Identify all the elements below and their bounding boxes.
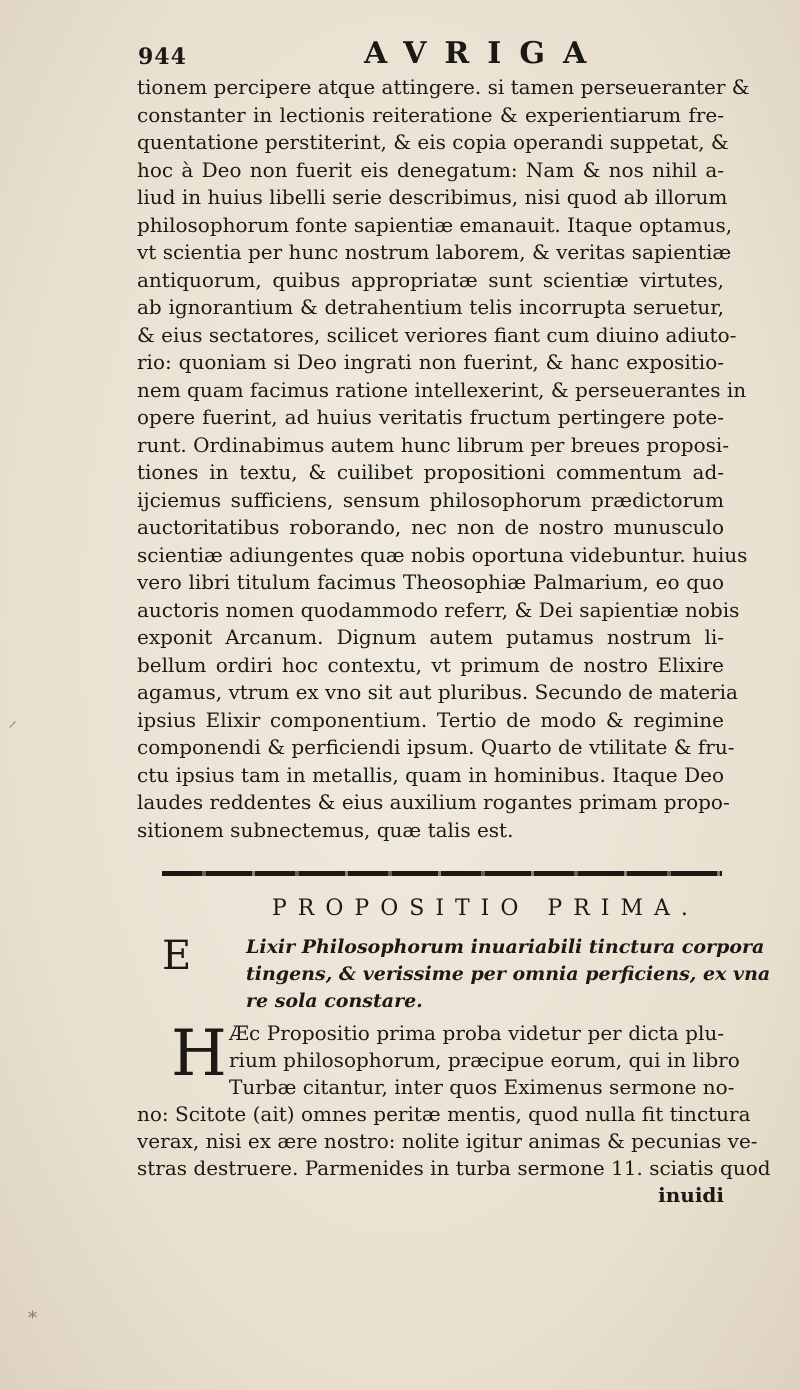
text-line: vero libri titulum facimus Theosophiæ Palmarium, eo quo (137, 570, 724, 594)
text-line: opere fuerint, ad huius veritatis fructum pertingere pote- (137, 405, 724, 429)
margin-mark: ⁎ (28, 1302, 37, 1323)
page-number: 944 (138, 44, 187, 70)
text-line: auctoris nomen quodammodo referr, & Dei sapientiæ nobis (137, 597, 740, 622)
text-line: philosophorum fonte sapientiæ emanauit. Itaque optamus, (137, 212, 733, 237)
margin-mark: ⸍ (8, 718, 17, 739)
text-line: sitionem subnectemus, quæ talis est. (137, 817, 514, 842)
commentary-line: Æc Propositio prima proba videtur per dicta plu- (229, 1021, 724, 1045)
text-line: auctoritatibus roborando, nec non de nostro munusculo (137, 515, 724, 539)
commentary-line: rium philosophorum, præcipue eorum, qui in libro (229, 1048, 740, 1072)
text-line: tiones in textu, & cuilibet propositioni commentum ad- (137, 460, 724, 484)
catchword: inuidi (658, 1183, 724, 1207)
text-line: nem quam facimus ratione intellexerint, & perseuerantes in (137, 377, 747, 402)
text-line: quentatione perstiterint, & eis copia operandi suppetat, & (137, 130, 729, 154)
text-line: & eius sectatores, scilicet veriores fiant cum diuino adiuto- (137, 322, 737, 347)
text-line: rio: quoniam si Deo ingrati non fuerint, & hanc expositio- (137, 350, 724, 374)
text-line: bellum ordiri hoc contextu, vt primum de nostro Elixire (137, 652, 724, 677)
main-text (137, 74, 750, 844)
proposition-line: Lixir Philosophorum inuariabili tinctura corpora (246, 936, 765, 958)
text-line: ctu ipsius tam in metallis, quam in hominibus. Itaque Deo (137, 762, 724, 787)
text-line: antiquorum, quibus appropriatæ sunt scientiæ virtutes, (137, 267, 724, 292)
text-line: liud in huius libelli serie describimus, nisi quod ab illorum (137, 185, 728, 209)
section-divider (162, 871, 722, 876)
commentary-line: verax, nisi ex ære nostro: nolite igitur animas & pecunias ve- (137, 1129, 758, 1153)
text-line: componendi & perficiendi ipsum. Quarto de vtilitate & fru- (137, 735, 735, 759)
text-line: tionem percipere atque attingere. si tamen perseueranter & (137, 75, 750, 99)
text-line: constanter in lectionis reiteratione & experientiarum fre- (137, 102, 724, 127)
text-line: laudes reddentes & eius auxilium rogantes primam propo- (137, 790, 730, 814)
text-line: scientiæ adiungentes quæ nobis oportuna videbuntur. huius (137, 542, 748, 567)
text-line: hoc à Deo non fuerit eis denegatum: Nam & nos nihil a- (137, 157, 724, 182)
text-line: ijciemus sufficiens, sensum philosophorum prædictorum (137, 487, 724, 512)
text-line: exponit Arcanum. Dignum autem putamus nostrum li- (137, 625, 724, 649)
page-header (138, 36, 698, 72)
proposition-line: tingens, & verissime per omnia perficiens, ex vna (246, 963, 771, 985)
text-line: ipsius Elixir componentium. Tertio de modo & regimine (137, 707, 724, 732)
proposition-line: re sola constare. (246, 990, 423, 1012)
text-line: ab ignorantium & detrahentium telis incorrupta seruetur, (137, 295, 724, 319)
drop-cap: E (162, 933, 192, 979)
proposition-title: PROPOSITIO PRIMA. (272, 896, 699, 921)
text-line: runt. Ordinabimus autem hunc librum per breues proposi- (137, 432, 730, 457)
commentary-line: stras destruere. Parmenides in turba sermone 11. sciatis quod (137, 1156, 771, 1180)
running-title: AVRIGA (364, 36, 605, 71)
commentary-line: no: Scitote (ait) omnes peritæ mentis, quod nulla fit tinctura (137, 1102, 751, 1126)
drop-cap: H (171, 1017, 227, 1091)
commentary-line: Turbæ citantur, inter quos Eximenus sermone no- (229, 1075, 735, 1099)
text-line: vt scientia per hunc nostrum laborem, & veritas sapientiæ (137, 240, 732, 264)
text-line: agamus, vtrum ex vno sit aut pluribus. Secundo de materia (137, 680, 738, 704)
